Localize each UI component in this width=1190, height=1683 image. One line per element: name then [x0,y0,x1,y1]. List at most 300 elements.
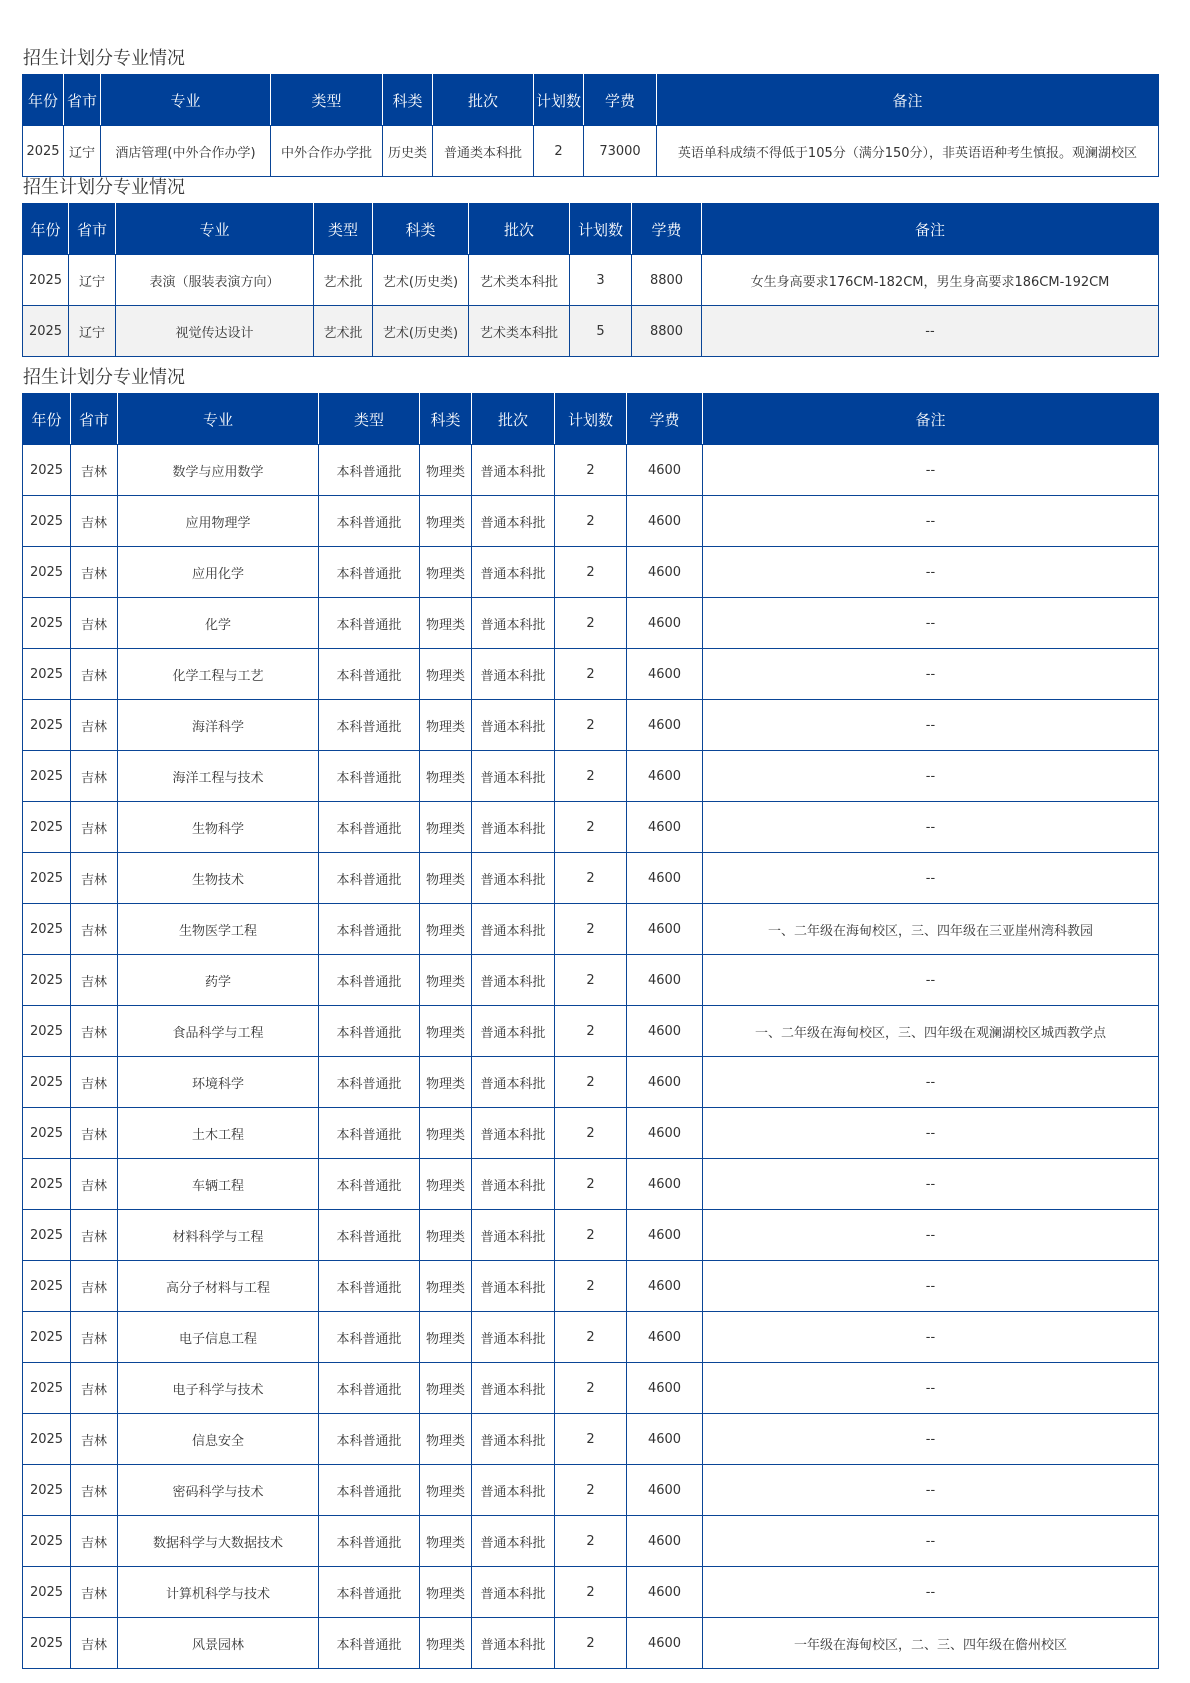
cell-type: 本科普通批 [319,1414,420,1465]
col-tuition: 学费 [584,75,657,126]
cell-remarks: 女生身高要求176CM-182CM，男生身高要求186CM-192CM [702,255,1159,306]
cell-province: 吉林 [71,1261,118,1312]
cell-type: 本科普通批 [319,1108,420,1159]
col-major: 专业 [116,204,314,255]
cell-major: 生物医学工程 [118,904,319,955]
cell-subject: 物理类 [420,1516,472,1567]
cell-tuition: 4600 [627,1006,703,1057]
cell-province: 吉林 [71,853,118,904]
cell-major: 数学与应用数学 [118,445,319,496]
cell-plan-count: 2 [555,1057,627,1108]
cell-batch: 艺术类本科批 [469,306,570,357]
cell-batch: 普通本科批 [472,700,555,751]
cell-province: 吉林 [71,1057,118,1108]
cell-province: 吉林 [71,1414,118,1465]
cell-subject: 物理类 [420,1261,472,1312]
cell-major: 海洋工程与技术 [118,751,319,802]
cell-tuition: 4600 [627,955,703,1006]
cell-year: 2025 [23,1618,71,1669]
table-row [23,1057,1159,1108]
cell-province: 吉林 [71,649,118,700]
table-header-row [23,204,1159,255]
cell-type: 本科普通批 [319,1516,420,1567]
cell-subject: 物理类 [420,547,472,598]
table-row [23,1006,1159,1057]
cell-plan-count: 2 [555,904,627,955]
col-batch: 批次 [469,204,570,255]
cell-year: 2025 [23,1108,71,1159]
cell-batch: 普通本科批 [472,1567,555,1618]
cell-plan-count: 2 [555,445,627,496]
cell-major: 材料科学与工程 [118,1210,319,1261]
cell-plan-count: 5 [570,306,632,357]
table-row [23,1159,1159,1210]
col-plan-count: 计划数 [555,394,627,445]
cell-subject: 物理类 [420,955,472,1006]
cell-batch: 普通本科批 [472,496,555,547]
cell-batch: 普通本科批 [472,547,555,598]
cell-province: 吉林 [71,1006,118,1057]
table-row [23,1516,1159,1567]
col-province: 省市 [71,394,118,445]
cell-year: 2025 [23,1516,71,1567]
cell-subject: 物理类 [420,1108,472,1159]
cell-batch: 普通本科批 [472,1006,555,1057]
cell-remarks: -- [703,1261,1159,1312]
cell-major: 酒店管理(中外合作办学) [101,126,271,177]
table-row [23,255,1159,306]
table-header-row [23,394,1159,445]
cell-major: 视觉传达设计 [116,306,314,357]
cell-plan-count: 2 [555,1261,627,1312]
cell-remarks: -- [703,1159,1159,1210]
cell-subject: 物理类 [420,802,472,853]
cell-plan-count: 2 [555,1516,627,1567]
cell-batch: 普通本科批 [472,751,555,802]
cell-batch: 普通类本科批 [433,126,534,177]
cell-province: 吉林 [71,1465,118,1516]
col-province: 省市 [69,204,116,255]
cell-batch: 普通本科批 [472,445,555,496]
cell-plan-count: 2 [555,1210,627,1261]
cell-province: 辽宁 [64,126,101,177]
cell-remarks: -- [703,853,1159,904]
cell-tuition: 4600 [627,547,703,598]
cell-province: 吉林 [71,1210,118,1261]
cell-type: 本科普通批 [319,1006,420,1057]
cell-tuition: 4600 [627,1210,703,1261]
cell-batch: 普通本科批 [472,1210,555,1261]
cell-subject: 艺术(历史类) [373,306,469,357]
plan-table-2 [22,203,1159,357]
cell-type: 艺术批 [314,306,373,357]
col-remarks: 备注 [702,204,1159,255]
cell-year: 2025 [23,904,71,955]
cell-batch: 普通本科批 [472,1465,555,1516]
cell-tuition: 4600 [627,700,703,751]
table-row [23,1261,1159,1312]
cell-type: 本科普通批 [319,853,420,904]
cell-tuition: 4600 [627,853,703,904]
cell-remarks: 一、二年级在海甸校区，三、四年级在三亚崖州湾科教园 [703,904,1159,955]
cell-remarks: -- [703,1210,1159,1261]
cell-year: 2025 [23,1261,71,1312]
cell-plan-count: 2 [555,1363,627,1414]
cell-batch: 普通本科批 [472,1159,555,1210]
cell-tuition: 4600 [627,445,703,496]
cell-batch: 普通本科批 [472,649,555,700]
cell-year: 2025 [23,802,71,853]
cell-year: 2025 [23,1006,71,1057]
col-province: 省市 [64,75,101,126]
cell-remarks: -- [703,751,1159,802]
cell-subject: 物理类 [420,1567,472,1618]
cell-subject: 物理类 [420,700,472,751]
cell-type: 本科普通批 [319,802,420,853]
cell-province: 吉林 [71,955,118,1006]
table-row [23,955,1159,1006]
col-subject: 科类 [383,75,433,126]
cell-subject: 历史类 [383,126,433,177]
cell-remarks: -- [703,1108,1159,1159]
cell-tuition: 4600 [627,1567,703,1618]
col-subject: 科类 [373,204,469,255]
cell-province: 吉林 [71,1363,118,1414]
cell-remarks: -- [703,1057,1159,1108]
table-row [23,853,1159,904]
cell-province: 吉林 [71,1159,118,1210]
cell-subject: 物理类 [420,1618,472,1669]
cell-major: 信息安全 [118,1414,319,1465]
table-row [23,1312,1159,1363]
cell-province: 吉林 [71,1312,118,1363]
cell-major: 食品科学与工程 [118,1006,319,1057]
cell-major: 化学工程与工艺 [118,649,319,700]
cell-tuition: 4600 [627,1261,703,1312]
cell-batch: 艺术类本科批 [469,255,570,306]
cell-subject: 物理类 [420,751,472,802]
cell-subject: 艺术(历史类) [373,255,469,306]
cell-year: 2025 [23,496,71,547]
cell-major: 密码科学与技术 [118,1465,319,1516]
col-type: 类型 [319,394,420,445]
table-row [23,1465,1159,1516]
cell-subject: 物理类 [420,1006,472,1057]
col-batch: 批次 [472,394,555,445]
cell-type: 本科普通批 [319,1567,420,1618]
cell-year: 2025 [23,126,64,177]
cell-type: 本科普通批 [319,1159,420,1210]
cell-province: 辽宁 [69,255,116,306]
cell-batch: 普通本科批 [472,1261,555,1312]
cell-plan-count: 2 [555,802,627,853]
cell-subject: 物理类 [420,1465,472,1516]
cell-subject: 物理类 [420,496,472,547]
table-row [23,306,1159,357]
cell-subject: 物理类 [420,1210,472,1261]
cell-remarks: -- [703,1465,1159,1516]
cell-plan-count: 2 [555,649,627,700]
table-row [23,126,1159,177]
cell-remarks: -- [703,547,1159,598]
col-year: 年份 [23,204,69,255]
cell-subject: 物理类 [420,904,472,955]
cell-remarks: -- [703,445,1159,496]
cell-remarks: -- [702,306,1159,357]
cell-major: 计算机科学与技术 [118,1567,319,1618]
cell-tuition: 4600 [627,1057,703,1108]
cell-plan-count: 2 [555,1006,627,1057]
cell-type: 本科普通批 [319,1210,420,1261]
cell-province: 吉林 [71,1516,118,1567]
cell-major: 环境科学 [118,1057,319,1108]
plan-section-1 [22,46,1159,177]
cell-plan-count: 2 [555,1618,627,1669]
cell-plan-count: 2 [555,751,627,802]
cell-tuition: 4600 [627,802,703,853]
cell-plan-count: 2 [555,598,627,649]
cell-year: 2025 [23,306,69,357]
table-row [23,445,1159,496]
cell-batch: 普通本科批 [472,1363,555,1414]
cell-province: 吉林 [71,1108,118,1159]
col-plan-count: 计划数 [534,75,584,126]
cell-type: 艺术批 [314,255,373,306]
cell-batch: 普通本科批 [472,1618,555,1669]
cell-province: 吉林 [71,904,118,955]
cell-year: 2025 [23,1312,71,1363]
cell-province: 吉林 [71,1618,118,1669]
cell-remarks: -- [703,700,1159,751]
cell-year: 2025 [23,649,71,700]
table-row [23,1363,1159,1414]
cell-tuition: 4600 [627,1618,703,1669]
cell-province: 吉林 [71,496,118,547]
cell-subject: 物理类 [420,1363,472,1414]
cell-remarks: -- [703,598,1159,649]
cell-type: 本科普通批 [319,1312,420,1363]
cell-year: 2025 [23,445,71,496]
cell-type: 本科普通批 [319,904,420,955]
cell-type: 本科普通批 [319,445,420,496]
plan-section-2 [22,175,1159,357]
cell-remarks: -- [703,802,1159,853]
cell-type: 本科普通批 [319,547,420,598]
col-tuition: 学费 [627,394,703,445]
cell-batch: 普通本科批 [472,1414,555,1465]
cell-province: 吉林 [71,547,118,598]
cell-batch: 普通本科批 [472,904,555,955]
col-subject: 科类 [420,394,472,445]
cell-province: 吉林 [71,802,118,853]
table-row [23,1567,1159,1618]
table-row [23,751,1159,802]
plan-table-3 [22,393,1159,1669]
cell-type: 本科普通批 [319,955,420,1006]
cell-plan-count: 2 [555,1567,627,1618]
cell-remarks: -- [703,649,1159,700]
cell-province: 吉林 [71,700,118,751]
cell-batch: 普通本科批 [472,1516,555,1567]
section-title: 招生计划分专业情况 [23,177,185,198]
table-row [23,1618,1159,1669]
cell-tuition: 4600 [627,1108,703,1159]
col-remarks: 备注 [703,394,1159,445]
cell-year: 2025 [23,1465,71,1516]
table-row [23,904,1159,955]
cell-batch: 普通本科批 [472,598,555,649]
cell-plan-count: 2 [555,853,627,904]
cell-major: 生物技术 [118,853,319,904]
cell-year: 2025 [23,1057,71,1108]
cell-subject: 物理类 [420,853,472,904]
table-row [23,802,1159,853]
cell-year: 2025 [23,751,71,802]
table-header-row [23,75,1159,126]
col-major: 专业 [101,75,271,126]
section-title: 招生计划分专业情况 [23,367,185,388]
table-row [23,547,1159,598]
table-row [23,1108,1159,1159]
cell-remarks: -- [703,496,1159,547]
col-plan-count: 计划数 [570,204,632,255]
cell-batch: 普通本科批 [472,1057,555,1108]
cell-type: 本科普通批 [319,700,420,751]
cell-batch: 普通本科批 [472,955,555,1006]
cell-plan-count: 2 [555,1108,627,1159]
section-title: 招生计划分专业情况 [23,48,185,69]
cell-year: 2025 [23,853,71,904]
cell-year: 2025 [23,547,71,598]
cell-tuition: 4600 [627,751,703,802]
cell-batch: 普通本科批 [472,802,555,853]
cell-year: 2025 [23,255,69,306]
cell-year: 2025 [23,1567,71,1618]
cell-plan-count: 3 [570,255,632,306]
cell-year: 2025 [23,1210,71,1261]
cell-batch: 普通本科批 [472,1108,555,1159]
cell-type: 本科普通批 [319,1261,420,1312]
cell-province: 吉林 [71,751,118,802]
table-row [23,700,1159,751]
cell-tuition: 4600 [627,649,703,700]
cell-remarks: -- [703,1414,1159,1465]
cell-major: 表演（服装表演方向） [116,255,314,306]
cell-major: 应用物理学 [118,496,319,547]
col-batch: 批次 [433,75,534,126]
table-row [23,649,1159,700]
cell-major: 化学 [118,598,319,649]
col-year: 年份 [23,394,71,445]
table-row [23,1414,1159,1465]
cell-remarks: 英语单科成绩不得低于105分（满分150分），非英语语种考生慎报。观澜湖校区 [657,126,1159,177]
cell-major: 高分子材料与工程 [118,1261,319,1312]
cell-tuition: 8800 [632,255,702,306]
cell-type: 本科普通批 [319,598,420,649]
plan-section-3 [22,365,1159,1669]
col-type: 类型 [271,75,383,126]
cell-plan-count: 2 [555,496,627,547]
cell-batch: 普通本科批 [472,1312,555,1363]
col-year: 年份 [23,75,64,126]
table-row [23,1210,1159,1261]
cell-tuition: 4600 [627,1312,703,1363]
cell-plan-count: 2 [555,700,627,751]
cell-year: 2025 [23,1363,71,1414]
cell-subject: 物理类 [420,649,472,700]
cell-subject: 物理类 [420,1057,472,1108]
cell-plan-count: 2 [555,1414,627,1465]
cell-province: 辽宁 [69,306,116,357]
cell-province: 吉林 [71,445,118,496]
cell-subject: 物理类 [420,1312,472,1363]
cell-type: 本科普通批 [319,1465,420,1516]
cell-major: 应用化学 [118,547,319,598]
table-row [23,496,1159,547]
cell-year: 2025 [23,1414,71,1465]
cell-subject: 物理类 [420,598,472,649]
cell-tuition: 4600 [627,598,703,649]
cell-subject: 物理类 [420,1159,472,1210]
cell-type: 本科普通批 [319,1618,420,1669]
cell-remarks: -- [703,1363,1159,1414]
cell-year: 2025 [23,700,71,751]
cell-remarks: -- [703,1567,1159,1618]
cell-tuition: 4600 [627,1516,703,1567]
cell-batch: 普通本科批 [472,853,555,904]
cell-major: 海洋科学 [118,700,319,751]
cell-type: 本科普通批 [319,649,420,700]
cell-plan-count: 2 [555,1465,627,1516]
cell-major: 生物科学 [118,802,319,853]
col-tuition: 学费 [632,204,702,255]
cell-subject: 物理类 [420,445,472,496]
cell-remarks: 一年级在海甸校区，二、三、四年级在儋州校区 [703,1618,1159,1669]
cell-type: 本科普通批 [319,1057,420,1108]
cell-type: 中外合作办学批 [271,126,383,177]
cell-tuition: 4600 [627,1159,703,1210]
cell-province: 吉林 [71,1567,118,1618]
col-type: 类型 [314,204,373,255]
plan-table-1 [22,74,1159,177]
table-row [23,598,1159,649]
cell-remarks: -- [703,1312,1159,1363]
cell-plan-count: 2 [534,126,584,177]
cell-major: 车辆工程 [118,1159,319,1210]
cell-type: 本科普通批 [319,496,420,547]
cell-province: 吉林 [71,598,118,649]
cell-year: 2025 [23,955,71,1006]
cell-tuition: 8800 [632,306,702,357]
cell-tuition: 4600 [627,904,703,955]
cell-year: 2025 [23,1159,71,1210]
col-major: 专业 [118,394,319,445]
cell-major: 药学 [118,955,319,1006]
cell-tuition: 73000 [584,126,657,177]
cell-tuition: 4600 [627,496,703,547]
cell-tuition: 4600 [627,1465,703,1516]
cell-major: 电子信息工程 [118,1312,319,1363]
cell-plan-count: 2 [555,1312,627,1363]
col-remarks: 备注 [657,75,1159,126]
cell-tuition: 4600 [627,1363,703,1414]
cell-plan-count: 2 [555,1159,627,1210]
cell-type: 本科普通批 [319,751,420,802]
cell-major: 风景园林 [118,1618,319,1669]
cell-type: 本科普通批 [319,1363,420,1414]
cell-year: 2025 [23,598,71,649]
cell-tuition: 4600 [627,1414,703,1465]
